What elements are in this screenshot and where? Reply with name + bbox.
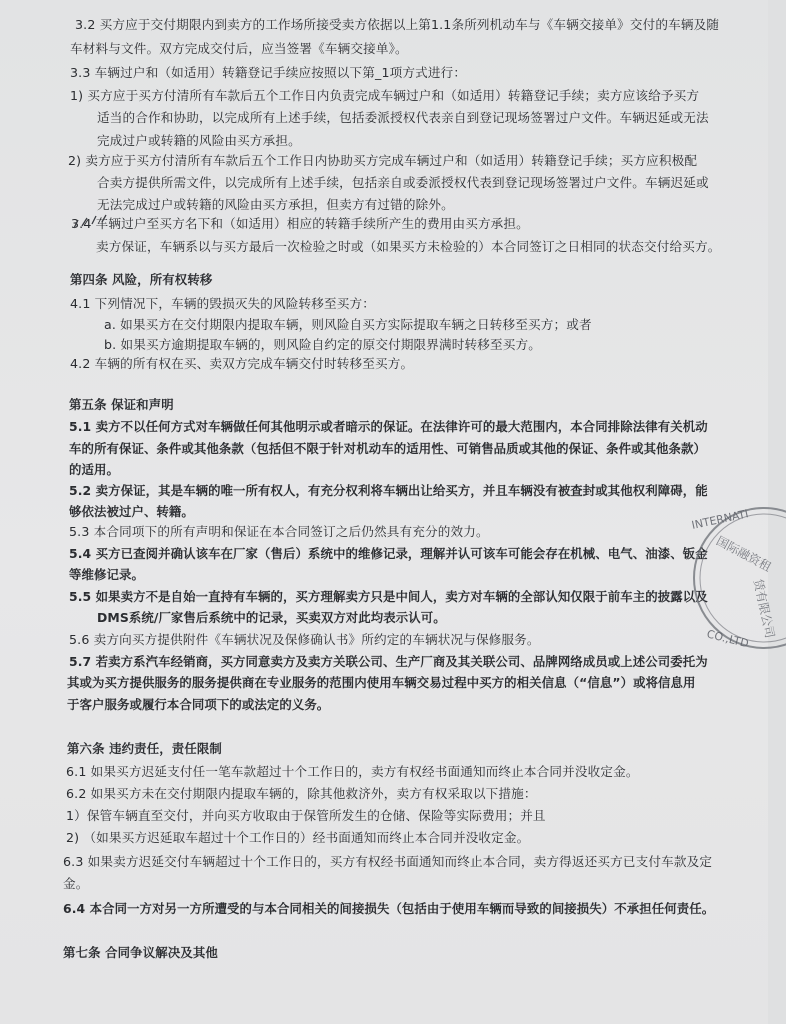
svg-text:赁有限公司: 赁有限公司 xyxy=(750,577,778,640)
clause-3-5: 卖方保证，车辆系以与买方最后一次检验之时或（如果买方未检验的）本合同签订之日相同的状态交付给买方。 xyxy=(96,239,721,254)
company-seal xyxy=(676,500,786,650)
clause-5-7-line-2: 其或为买方提供服务的服务提供商在专业服务的范围内使用车辆交易过程中买方的相关信息（“信息”）或将信息用 xyxy=(67,675,696,690)
clause-3-4: 3.4 车辆过户至买方名下和（如适用）相应的转籍手续所产生的费用由买方承担。 xyxy=(71,216,529,231)
clause-3-3-item-1-line-3: 完成过户或转籍的风险由买方承担。 xyxy=(97,133,301,148)
clause-3-3-item-1-line-1: 1) 买方应于买方付清所有车款后五个工作日内负责完成车辆过户和（如适用）转籍登记手续；卖方应该给予买方 xyxy=(70,88,700,103)
clause-5-7-line-3: 于客户服务或履行本合同项下的或法定的义务。 xyxy=(67,697,330,712)
clause-6-2-item-2: 2) （如果买方迟延取车超过十个工作日的）经书面通知而终止本合同并没收定金。 xyxy=(66,830,530,845)
clause-6-2: 6.2 如果买方未在交付期限内提取车辆的，除其他救济外，卖方有权采取以下措施： xyxy=(66,786,537,801)
clause-5-2-line-1: 5.2 卖方保证，其是车辆的唯一所有权人，有充分权利将车辆出让给买方，并且车辆没有被查封或其他权利障碍，能 xyxy=(69,483,708,498)
clause-5-3: 5.3 本合同项下的所有声明和保证在本合同签订之后仍然具有充分的效力。 xyxy=(69,524,489,539)
clause-3-3-item-2-line-3: 无法完成过户或转籍的风险由买方承担，但卖方有过错的除外。 xyxy=(97,197,454,212)
clause-3-3-item-2-line-1: 2) 卖方应于买方付清所有车款后五个工作日内协助买方完成车辆过户和（如适用）转籍登记手续；买方应积极配 xyxy=(68,153,698,168)
clause-4-1: 4.1 下列情况下，车辆的毁损灭失的风险转移至买方： xyxy=(70,296,375,311)
pen-marks xyxy=(66,206,126,236)
article-6-heading: 第六条 违约责任，责任限制 xyxy=(67,741,222,756)
clause-6-1: 6.1 如果买方迟延支付任一笔车款超过十个工作日的，卖方有权经书面通知而终止本合同并没收定金。 xyxy=(66,764,639,779)
clause-6-2-item-1: 1）保管车辆直至交付，并向买方收取由于保管所发生的仓储、保险等实际费用；并且 xyxy=(66,808,546,823)
clause-5-5-line-1: 5.5 如果卖方不是自始一直持有车辆的，买方理解卖方只是中间人，卖方对车辆的全部认知仅限于前车主的披露以及 xyxy=(69,589,708,604)
clause-3-2-line-1: 3.2 买方应于交付期限内到卖方的工作场所接受卖方依据以上第1.1条所列机动车与《车辆交接单》交付的车辆及随 xyxy=(75,17,720,32)
clause-3-3-item-1-line-2: 适当的合作和协助，以完成所有上述手续，包括委派授权代表亲自到登记现场签署过户文件。车辆迟延或无法 xyxy=(97,110,709,125)
clause-3-2-line-2: 车材料与文件。双方完成交付后，应当签署《车辆交接单》。 xyxy=(70,41,408,56)
clause-4-2: 4.2 车辆的所有权在买、卖双方完成车辆交付时转移至买方。 xyxy=(70,356,414,371)
article-4-heading: 第四条 风险，所有权转移 xyxy=(70,272,213,287)
svg-text:国际融资租: 国际融资租 xyxy=(713,533,774,575)
clause-5-2-line-2: 够依法被过户、转籍。 xyxy=(69,504,194,519)
clause-6-3-line-1: 6.3 如果卖方迟延交付车辆超过十个工作日的，买方有权经书面通知而终止本合同，卖方得返还买方已支付车款及定 xyxy=(63,854,713,869)
clause-5-5-line-2: DMS系统/厂家售后系统中的记录，买卖双方对此均表示认可。 xyxy=(97,610,446,625)
clause-4-1-b: b. 如果买方逾期提取车辆的，则风险自约定的原交付期限界满时转移至买方。 xyxy=(104,337,541,352)
clause-6-4: 6.4 本合同一方对另一方所遭受的与本合同相关的间接损失（包括由于使用车辆而导致的间接损失）不承担任何责任。 xyxy=(63,901,715,916)
svg-text:CO.,LTD: CO.,LTD xyxy=(705,627,750,651)
clause-5-4-line-2: 等维修记录。 xyxy=(69,567,144,582)
clause-6-3-line-2: 金。 xyxy=(63,876,89,891)
clause-4-1-a: a. 如果买方在交付期限内提取车辆，则风险自买方实际提取车辆之日转移至买方；或者 xyxy=(104,317,592,332)
clause-5-1-line-3: 的适用。 xyxy=(69,462,119,477)
svg-text:INTERNATI: INTERNATI xyxy=(690,507,750,532)
clause-5-1-line-1: 5.1 卖方不以任何方式对车辆做任何其他明示或者暗示的保证。在法律许可的最大范围内，本合同排除法律有关机动 xyxy=(69,419,708,434)
clause-5-6: 5.6 卖方向买方提供附件《车辆状况及保修确认书》所约定的车辆状况与保修服务。 xyxy=(69,632,540,647)
clause-5-1-line-2: 车的所有保证、条件或其他条款（包括但不限于针对机动车的适用性、可销售品质或其他的保证、条件或其他条款） xyxy=(69,441,707,456)
clause-5-4-line-1: 5.4 买方已查阅并确认该车在厂家（售后）系统中的维修记录，理解并认可该车可能会存在机械、电气、油漆、钣金 xyxy=(69,546,708,561)
clause-3-3: 3.3 车辆过户和（如适用）转籍登记手续应按照以下第_1项方式进行： xyxy=(70,65,467,80)
article-5-heading: 第五条 保证和声明 xyxy=(69,397,174,412)
article-7-heading: 第七条 合同争议解决及其他 xyxy=(63,945,218,960)
clause-5-7-line-1: 5.7 若卖方系汽车经销商，买方同意卖方及卖方关联公司、生产厂商及其关联公司、品牌网络成员或上述公司委托为 xyxy=(69,654,708,669)
clause-3-3-item-2-line-2: 合卖方提供所需文件，以完成所有上述手续，包括亲自或委派授权代表到登记现场签署过户文件。车辆迟延或 xyxy=(97,175,709,190)
